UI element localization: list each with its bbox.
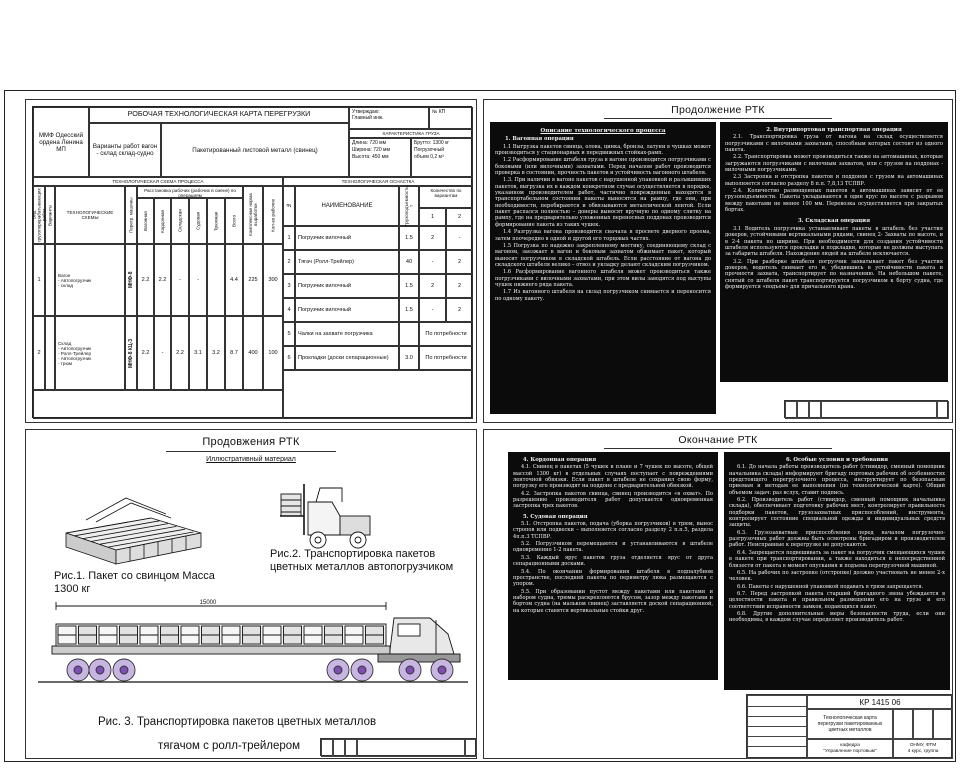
- equip-col-name: НАИМЕНОВАНИЕ: [295, 186, 399, 226]
- equip-row-capacity: [399, 322, 419, 346]
- transport-operation-heading: 2. Внутрипортовая транспортная операция: [766, 127, 902, 133]
- col-variants: Варианты: [45, 186, 55, 244]
- warehouse-operation-heading: 3. Складская операция: [797, 218, 871, 225]
- wagon-operation-heading: 1. Вагонная операция: [505, 136, 574, 143]
- ship-op-paragraph: 5.1. Отстропка пакетов, подача (уборка погрузчиков) в трюм, вынос стропов или подвески – выполняется согласно разделу 2 п.п.5, раздела 4п.п.3 ТСПВР.: [513, 521, 713, 540]
- stamp-cell: [465, 739, 477, 757]
- equip-row-capacity: 1.5: [399, 274, 419, 298]
- process-description-left: [490, 122, 716, 414]
- row1-machine: МНФ-8: [125, 244, 137, 316]
- cargo-gross: [411, 138, 473, 177]
- fig2-caption: Рис.2. Транспортировка пакетов цветных металлов автопогрузчиком: [270, 548, 454, 573]
- warehouse-op-paragraph: 3.2. При разборке штабеля погрузчик захватывает пакет без участия докеров, водитель снимает его и, убедившись в устойчивости пакета и прочности захвата, транспортирует по назначению. На небольшом пакете, снятый со штабеля пакет транспортируется погрузчиком к борту судна, где формируется «подъем» для причального крана.: [725, 258, 943, 290]
- subject-line-3: цветных металлов: [828, 727, 872, 733]
- wagon-operation-text: [495, 144, 711, 302]
- row2-c4: 3.1: [189, 316, 207, 390]
- special-conditions-heading: 6. Особые условия и требования: [785, 457, 889, 463]
- stamp-cell: [809, 401, 821, 419]
- tractor-trailer-drawing: [38, 598, 468, 708]
- cordon-ship-operations: [508, 452, 718, 680]
- cargo-dimensions: [349, 138, 411, 177]
- wagon-op-paragraph: 1.6 Расформирование вагонного штабеля может производиться также погрузчиками с вилочными захватами, при этом вилы заводятся под выступы чушек нижнего ряда пакета.: [495, 269, 711, 288]
- row1-norm: 225: [243, 244, 263, 316]
- equip-row-qty-2: 2: [446, 298, 473, 322]
- col-workers: Кол-во рабочих: [263, 186, 283, 244]
- equip-row-num: 3: [283, 274, 295, 298]
- ship-op-paragraph: 5.3. Каждый ярус пакетов груза отделяется ярус от друга сепарационными досками.: [513, 554, 713, 568]
- wheel-hub: [120, 666, 128, 674]
- card-title: РОБОЧАЯ ТЕХНОЛОГИЧЕСКАЯ КАРТА ПЕРЕГРУЗКИ: [89, 107, 349, 123]
- equip-row-capacity: 3.0: [399, 346, 419, 370]
- stamp-rule: [748, 726, 808, 727]
- equip-row-qty-1: -: [419, 250, 446, 274]
- gross-label: Погрузочный: [414, 147, 445, 153]
- row1-c3: -: [171, 244, 189, 316]
- equip-row-qty-2: 2: [446, 274, 473, 298]
- row2-c1: 2.2: [137, 316, 154, 390]
- crew-col-wagon: Вагонная: [137, 198, 154, 244]
- special-cond-paragraph: 6.1. До начала работы производитель работ (стивидор, сменный помощник начальника склада) информируют бригаду портовых рабочих об особенностях предстоящего перегрузочного процесса, инструктирует по безопасным приемам и методам ее выполнения (по технологической карте). Общий объемом задач: раз вслух, ставит подпись.: [729, 464, 945, 496]
- equip-row-num: 5: [283, 322, 295, 346]
- stamp-cell: [345, 739, 357, 757]
- row2-norm: 400: [243, 316, 263, 390]
- lead-package-drawing: [56, 478, 216, 568]
- special-cond-paragraph: 6.4. Запрещается подвешивать за пакет на погрузчик смещающихся чушек в пакете при транспортировании, а также находиться в непосредственной близости от пакета в момент опускания и подъема перегрузочной машиной.: [729, 549, 945, 569]
- row1-c2: 2.2: [154, 244, 171, 316]
- row2-scheme: Склад - Автопогрузчик - Ролл-Трейлер - Автопогрузчик - трюм: [55, 316, 125, 390]
- special-cond-paragraph: 6.2. Производитель работ (стивидор, сменный помощник начальника склада), обеспечивает подготовку рабочих мест, контролирует правильность подборки пакетов, грузозахватных приспособлений, инструмента, контролирует состояние специальной одежды и индивидуальных средств защиты.: [729, 497, 945, 529]
- sheet2-title: Продолжение РТК: [671, 104, 765, 116]
- trailer-length: 15000: [199, 600, 217, 606]
- department: [807, 739, 893, 759]
- stamp-cell: [785, 401, 797, 419]
- equip-row-num: 1: [283, 226, 295, 250]
- equip-sub-2: 2: [446, 208, 473, 226]
- stamp-cell: [893, 709, 913, 739]
- special-conditions: [724, 452, 950, 690]
- cargo-name: Пакетированный листовой металл (свинец): [161, 123, 349, 177]
- equip-col-qty: Количество по вариантам: [419, 186, 473, 208]
- stamp-rule: [748, 736, 808, 737]
- row1-workers: 300: [263, 244, 283, 316]
- sheet2-title-rule: [604, 118, 832, 119]
- transport-op-paragraph: 2.4. Количество размещенных пакетов в автомашинах зависит от ее грузоподъемности. Пакеты укладываются в один ярус по высоте с разрывом между пакетами не менее 100 мм. Перевозка осуществляется при закрытых бортах.: [725, 188, 943, 214]
- special-conditions-text: [729, 464, 945, 623]
- ship-op-paragraph: 5.2. Погрузчиком перемещаются и устанавливаются в штабеле одновременно 1-2 пакета.: [513, 541, 713, 554]
- special-cond-paragraph: 6.8. Другие дополнительные меры безопасности труда, если они необходимы, в каждом случае определяет производитель работ.: [729, 610, 945, 624]
- stamp-cell: [933, 709, 953, 739]
- fig3-caption-line1: Рис. 3. Транспортировка пакетов цветных металлов: [98, 716, 377, 728]
- col-work-type: Вид грузоперерабатывающих работ: [33, 186, 45, 244]
- row1-c6: 4.4: [225, 244, 243, 316]
- wagon-op-paragraph: 1.4 Разгрузка вагона производится сначала в просвете дверного проема, затем поочередно в одной и другой его торцовых частях.: [495, 229, 711, 242]
- equip-row-name: Прокладки (доски сепарационные): [295, 346, 399, 370]
- row2-variant: [45, 316, 55, 390]
- special-cond-paragraph: 6.5. На рабочих по застропке (отстропке) должно участвовать не менее 2-х человек.: [729, 569, 945, 583]
- group-line-2: 4 курс, группа: [907, 749, 939, 754]
- col-norm: Комплексная норма выработки: [243, 186, 263, 244]
- wheel-hub: [74, 666, 82, 674]
- crew-col-warehouse: Складская: [171, 198, 189, 244]
- main-title-block: [746, 694, 952, 758]
- row2-num: 2: [33, 316, 45, 390]
- forklift-drawing: [276, 480, 386, 555]
- transport-op-paragraph: 2.1. Транспортировка груза от вагона на склад осуществляется погрузчиками с вилочными захватами, способным которых состоит из одного пакета.: [725, 134, 943, 154]
- special-cond-paragraph: 6.3. Грузозахватные приспособления перед началом погрузочно-разгрузочных работ должны быть осмотрены бригадиром и производителем работ. Неисправные к перегрузке не допускаются.: [729, 529, 945, 549]
- row1-variant: [45, 244, 55, 316]
- transport-operation-text: [725, 134, 943, 213]
- work-variants: Варианты работ вагон - склад склад-судно: [89, 123, 161, 177]
- gross-volume: объем 0,2 м³: [414, 154, 444, 160]
- tech-card-table: [32, 106, 472, 418]
- equip-row-capacity: 1.5: [399, 226, 419, 250]
- transport-op-paragraph: 2.2. Транспортировка может производиться также на автомашинах, которые загружаются погрузчиками с вилочным захватом, или с грузом на поддонах - вилочными погрузчиками.: [725, 154, 943, 174]
- stamp-rule: [748, 716, 808, 717]
- gross-weight: Брутто: 1300 кг: [414, 140, 450, 146]
- stamp-cell: [321, 739, 333, 757]
- tech-card-sheet: [25, 99, 477, 423]
- special-cond-paragraph: 6.6. Пакеты с нарушенной упаковкой подавать в трюм запрещается.: [737, 583, 924, 590]
- equip-row-capacity: 40: [399, 250, 419, 274]
- approval-block: [349, 107, 429, 129]
- department-line-1: кафедра: [840, 743, 860, 748]
- special-cond-paragraph: 6.7. Перед застропкой пакета старший бригадного звена убеждается в целостности пакета и правильном размещении его на грузе и его соответствии исправности замков, подающихся пакет.: [729, 590, 945, 610]
- equip-row-num: 2: [283, 250, 295, 274]
- row2-c6: 8.7: [225, 316, 243, 390]
- cargo-characteristics-header: ХАРАКТЕРИСТИКА ГРУЗА: [349, 129, 473, 138]
- equip-row-qty-1: -: [419, 298, 446, 322]
- dim-width: Ширина: 720 мм: [352, 147, 390, 153]
- stamp-cell: [357, 739, 465, 757]
- ship-operation-text: [513, 521, 713, 614]
- warehouse-op-paragraph: 3.1 Водитель погрузчика устанавливает пакеты в штабель без участия докеров, устойчивыми вертикальными рядами, свинец 2- Захваты по высоте, и в 2-4 пакета по ширине. При необходимости для создания устойчивости штабеля используются прокладки и подкладки, которые не должны выступать за габариты штабеля. Нахождение людей на штабеле исключается.: [725, 225, 943, 258]
- dim-length: Длина: 720 мм: [352, 140, 387, 146]
- sheet4-title: Окончание РТК: [678, 434, 758, 446]
- stamp-rule: [748, 706, 808, 707]
- sheet3-title: Продовжения РТК: [202, 436, 300, 448]
- subject-line-2: перегрузки пакетированных: [817, 721, 883, 727]
- stamp-signatures: [747, 695, 807, 759]
- wheel-hub: [334, 666, 342, 674]
- row2-c5: 3.2: [207, 316, 225, 390]
- equip-row-qty-2: 2: [446, 250, 473, 274]
- cordon-operation-text: [513, 464, 713, 509]
- equip-row-name: Погрузчик вилочный: [295, 226, 399, 250]
- wagon-op-paragraph: 1.5 Погрузка по надежно закрепленному мостику, соединяющему склад с вагоном, заезжает в вагон и боковым захватом обжимает пакет, который выносит погрузчиком в складской штабель. Если расстояние от вагона до складского штабеля велико – отвоз и укладку делают складским погрузчиком.: [495, 242, 711, 268]
- drawing-sheet: [4, 90, 956, 762]
- stamp-cell: [333, 739, 345, 757]
- row2-machine: МНФ-8 КЦ-3: [125, 316, 137, 390]
- sheet3-title-rule: [166, 451, 336, 452]
- process-blank-row: [33, 390, 283, 419]
- stamp-rule: [748, 746, 808, 747]
- ship-op-paragraph: 5.4. По окончании формирования штабеля в подпалубном пространстве, последний пакеты по периметру люка размещаются с упором.: [513, 568, 713, 588]
- group-info: [893, 739, 953, 759]
- col-machine: Перегр. машины: [125, 186, 137, 244]
- card-number-box: № КП: [429, 107, 473, 129]
- equip-row-name: Чалки на захвате погрузчика: [295, 322, 399, 346]
- group-line-1: ОНМУ, ФТМ: [909, 743, 937, 748]
- subject-line-1: Технологическая карта: [823, 715, 877, 721]
- row1-c4: -: [189, 244, 207, 316]
- sheet4-title-rule: [604, 448, 832, 449]
- wagon-op-paragraph: 1.1 Выгрузка пакетов свинца, олова, цинка, бронзы, латуни в чушках может производиться у стационарных и передвижных стойках-рамп.: [495, 143, 711, 157]
- cordon-op-paragraph: 4.2. Застропка пакетов свинца, свинец производится «в охват». По разрешению производителя работ допускается одновременная застропка трех пакетов.: [513, 490, 713, 510]
- equip-row-capacity: 1.5: [399, 298, 419, 322]
- equip-row-name: Погрузчик вилочный: [295, 274, 399, 298]
- row1-scheme: Вагон - Автопогрузчик - склад: [55, 244, 125, 316]
- row1-c5: [207, 244, 225, 316]
- equip-col-capacity: Грузоподъемность, т: [399, 186, 419, 226]
- illustrations-sheet: [25, 429, 477, 759]
- wheel-hub: [406, 666, 414, 674]
- wheel-hub: [96, 666, 104, 674]
- approval-line-1: Утверждаю:: [352, 109, 380, 115]
- row1-c1: 2.2: [137, 244, 154, 316]
- warehouse-operation-text: [725, 226, 943, 290]
- equipment-blank: [283, 370, 473, 419]
- org-name: ММФ Одесский ордена Ленина МП: [33, 107, 89, 177]
- stamp-cell: [913, 709, 933, 739]
- illustrations-subtitle: Иллюстративный материал: [206, 456, 296, 463]
- continuation-sheet-1: [483, 99, 953, 423]
- crew-col-cordon: Кордонная: [154, 198, 171, 244]
- wheel-hub: [358, 666, 366, 674]
- stamp-cell: [797, 401, 809, 419]
- col-schemes: ТЕХНОЛОГИЧЕСКИЕ СХЕМЫ: [55, 186, 125, 244]
- row2-c2: -: [154, 316, 171, 390]
- row1-num: 1: [33, 244, 45, 316]
- equip-row-qty-1: 2: [419, 226, 446, 250]
- department-line-2: "Управление портовым": [823, 749, 877, 754]
- equip-col-num: №: [283, 186, 295, 226]
- sheet3-title-block: [320, 738, 476, 756]
- row2-workers: 100: [263, 316, 283, 390]
- wheel-hub: [438, 666, 446, 674]
- equip-row-num: 6: [283, 346, 295, 370]
- fig3-caption-line2: тягачом с ролл-трейлером: [158, 740, 301, 752]
- fig1-caption: Рис.1. Пакет со свинцом Масса 1300 кг: [54, 570, 215, 595]
- stamp-cell: [937, 401, 949, 419]
- equip-row-name: Тягач (Ролл-Трейлер): [295, 250, 399, 274]
- process-scheme-header: ТЕХНОЛОГИЧЕСКАЯ СХЕМА ПРОЦЕССА: [33, 177, 283, 186]
- transport-op-paragraph: 2.3 Застропка и отстропка пакетов и поддонов с грузом на автомашинах выполняется согласно разделу 8 п.п. 7,8,13 ТСПВР.: [725, 174, 943, 187]
- equip-row-qty: По потребности: [419, 346, 473, 370]
- wagon-op-paragraph: 1.2 Расформирование штабеля груза в вагоне производится погрузчиками с боковыми (или вилочными) захватами. Перед началом работ производится проверка в состоянии, прочность пакетов и устойчивость вагонного штабеля.: [495, 157, 711, 177]
- equip-row-qty-2: -: [446, 226, 473, 250]
- cordon-op-paragraph: 4.1. Свинец в пакетах (5 чушек в плане и 7 чушек по высоте, общей массой 1300 кг) в отдельных случаях поступает с повреждениями ленточной обвязки. Если пакет в штабеле не сохранил свою форму, погрузку его производят на поддоне с предварительной обвязкой.: [513, 464, 713, 490]
- approval-line-2: Главный инж.: [352, 115, 384, 121]
- row2-c3: 2.2: [171, 316, 189, 390]
- crew-col-ship: Судовая: [189, 198, 207, 244]
- crew-col-hold: Трюмная: [207, 198, 225, 244]
- ship-operation-heading: 5. Судовая операция: [523, 513, 588, 520]
- process-heading: Описание технологического процесса: [540, 128, 666, 134]
- document-code: КР 1415 06: [807, 695, 953, 709]
- cordon-operation-heading: 4. Кордонная операция: [523, 457, 597, 463]
- equip-row-qty-1: 2: [419, 274, 446, 298]
- equip-row-name: Погрузчик вилочный: [295, 298, 399, 322]
- equipment-header: ТЕХНОЛОГИЧЕСКАЯ ОСНАСТКА: [283, 177, 473, 186]
- wagon-op-paragraph: 1.3. При наличии в вагоне пакетов с нарушенной упаковкой и разъвшивших пакетов, выгрузка их в каждом конкретном случае осуществляется в порядке, указанном производителем работ, частично поврежденные находятся в транспортабельном состоянии пакеты выносятся на рампу, где они, при необходимости, перебираются и обвязываются металлической лентой. Если пакет распался полностью – донеры выносят вручную по одному слитку на рампу, где на предварительно уложенных переносных поддонах производится формирование пакета из таких чушек.: [495, 177, 711, 228]
- dim-height: Высота: 450 мм: [352, 154, 389, 160]
- ship-op-paragraph: 5.5. При образовании пустот между пакетами или пакетами и набором судна, трюмы раскрепляются брусом, зазор между пакетами и бортом судна (на мальком свинец) заставляется доской сепарационной, на которые ставятся вертикальные стойки друг.: [513, 588, 713, 614]
- crew-col-total: Всего: [225, 198, 243, 244]
- process-description-right: [720, 122, 948, 382]
- equip-row-num: 4: [283, 298, 295, 322]
- document-subject: [807, 709, 893, 739]
- wagon-op-paragraph: 1.7 Из вагонного штабеля на склад погрузчиком снимается и переносится по одному пакету.: [495, 289, 711, 302]
- crew-header: Расстановка рабочих (рабочих в смене) по операциям: [137, 186, 243, 198]
- sheet2-title-block: [784, 400, 948, 418]
- stamp-cell: [821, 401, 937, 419]
- equip-row-qty: По потребности: [419, 322, 473, 346]
- final-sheet: [483, 429, 953, 759]
- equip-sub-1: 1: [419, 208, 446, 226]
